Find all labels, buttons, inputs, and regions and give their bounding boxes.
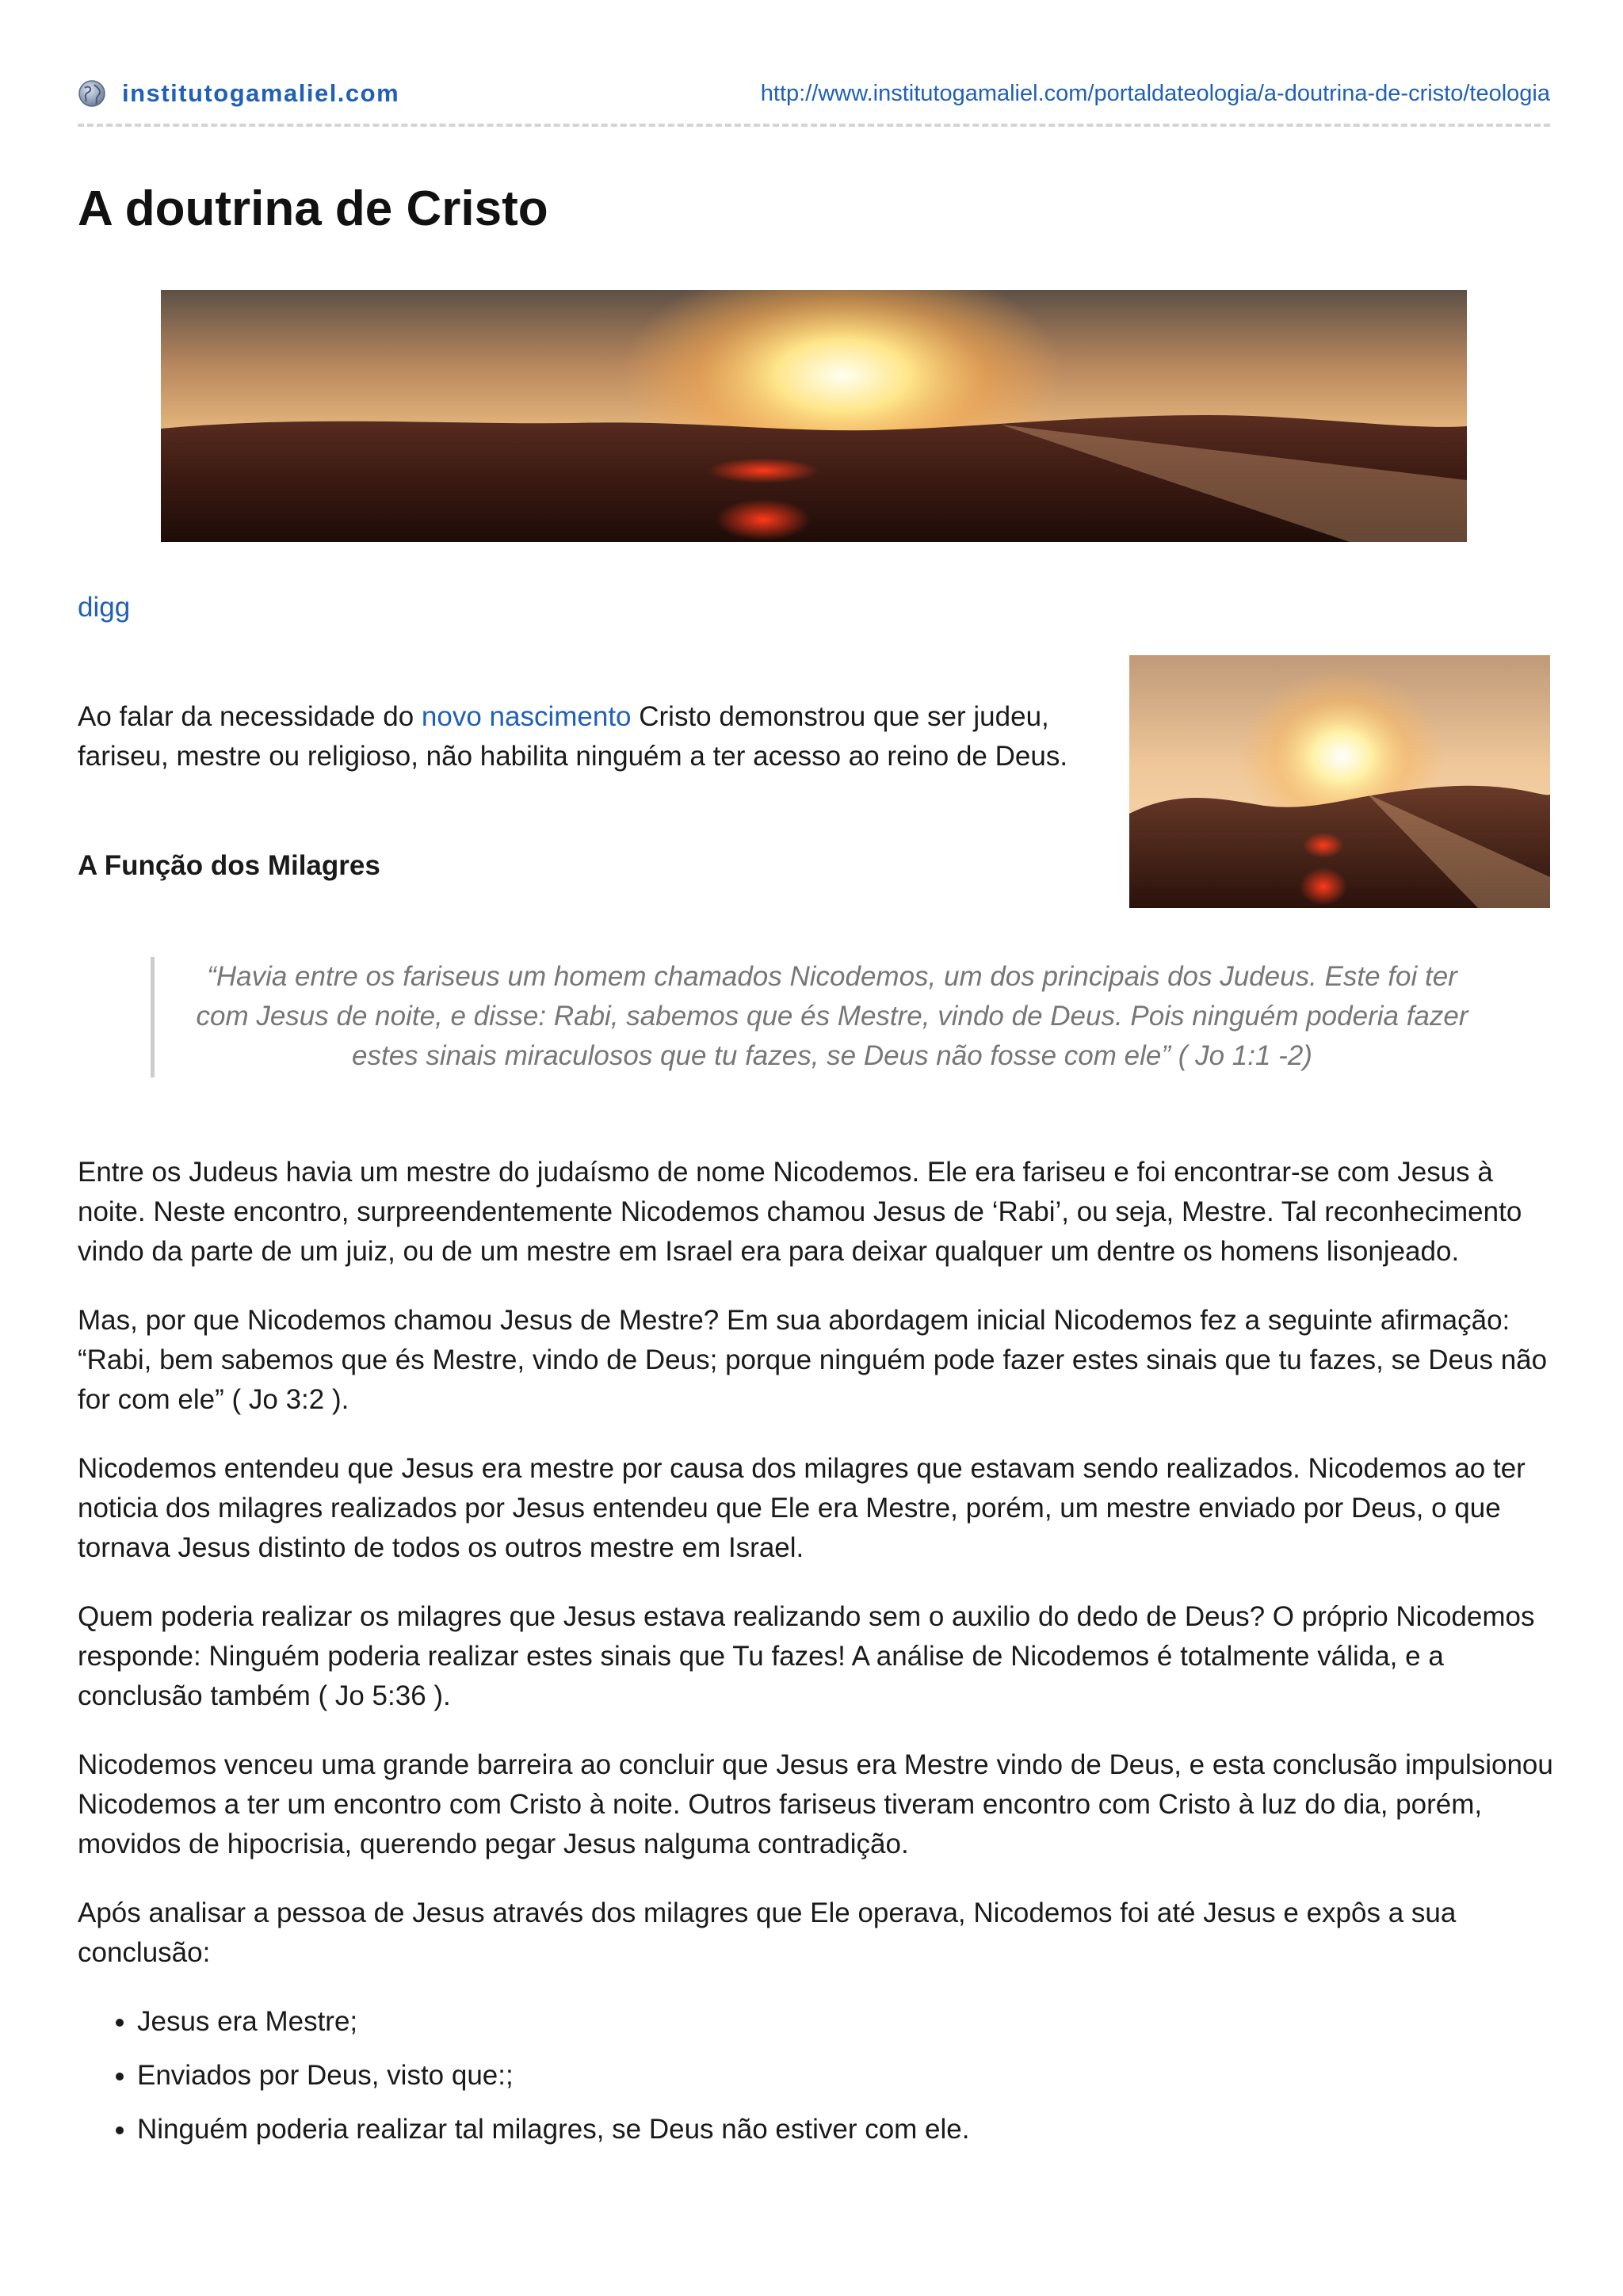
section-heading: A Função dos Milagres xyxy=(78,850,380,881)
paragraph: Entre os Judeus havia um mestre do judaísmo de nome Nicodemos. Ele era fariseu e foi encontrar-se com Jesus à noite. Neste encontro, surpreendentemente Nicodemos chamou Jesus de ‘Rabi’, ou seja, Mestre. Tal reconhecimento vindo da parte de um juiz, ou de um mestre em Israel era para deixar qualquer um dentre os homens lisonjeado. xyxy=(78,1157,1522,1267)
scripture-quote xyxy=(151,957,1486,1077)
list-item: • Enviados por Deus, visto que:; xyxy=(137,2056,1560,2096)
conclusion-list xyxy=(78,2002,1560,2149)
list-item: • Jesus era Mestre; xyxy=(137,2002,1560,2042)
banner-image xyxy=(161,290,1467,542)
paragraph: Quem poderia realizar os milagres que Jesus estava realizando sem o auxilio do dedo de Deus? O próprio Nicodemos responde: Ninguém poderia realizar estes sinais que Tu fazes! A análise de Nicodemos é totalmente válida, e a conclusão também ( Jo 5:36 ). xyxy=(78,1601,1535,1711)
globe-icon xyxy=(78,79,106,108)
article-body xyxy=(78,1153,1560,2164)
page-url-link[interactable]: http://www.institutogamaliel.com/portaldateologia/a-doutrina-de-cristo/teologia xyxy=(760,81,1550,106)
list-item: • Ninguém poderia realizar tal milagres, se Deus não estiver com ele. xyxy=(137,2110,1560,2149)
paragraph: Mas, por que Nicodemos chamou Jesus de Mestre? Em sua abordagem inicial Nicodemos fez a seguinte afirmação: “Rabi, bem sabemos que és Mestre, vindo de Deus; porque ninguém pode fazer estes sinais que tu fazes, se Deus não for com ele” ( Jo 3:2 ). xyxy=(78,1305,1548,1415)
header-divider xyxy=(78,124,1550,127)
digg-link[interactable]: digg xyxy=(78,592,131,623)
intro-text-end: Cristo demonstrou que ser judeu, fariseu, mestre ou religioso, não habilita ninguém a ter acesso ao reino de Deus. xyxy=(78,701,1068,772)
intro-paragraph xyxy=(78,697,1108,776)
page-title: A doutrina de Cristo xyxy=(78,181,548,236)
paragraph: Após analisar a pessoa de Jesus através dos milagres que Ele operava, Nicodemos foi até Jesus e expôs a sua conclusão: xyxy=(78,1897,1457,1968)
intro-text-start: Ao falar da necessidade do xyxy=(78,701,422,732)
quote-text: “Havia entre os fariseus um homem chamados Nicodemos, um dos principais dos Judeus. Este foi ter com Jesus de noite, e disse: Rabi, sabemos que és Mestre, vindo de Deus. Pois ninguém poderia fazer estes sinais miraculosos que tu fazes, se Deus não fosse com ele” ( Jo 1:1 -2) xyxy=(196,961,1468,1071)
sunset-thumbnail xyxy=(1129,655,1550,908)
paragraph: Nicodemos entendeu que Jesus era mestre por causa dos milagres que estavam sendo realizados. Nicodemos ao ter noticia dos milagres realizados por Jesus entendeu que Ele era Mestre, porém, um mestre enviado por Deus, o que tornava Jesus distinto de todos os outros mestre em Israel. xyxy=(78,1453,1526,1563)
site-name-link[interactable]: institutogamaliel.com xyxy=(122,79,400,107)
page-header xyxy=(78,76,1550,113)
paragraph: Nicodemos venceu uma grande barreira ao concluir que Jesus era Mestre vindo de Deus, e esta conclusão impulsionou Nicodemos a ter um encontro com Cristo à noite. Outros fariseus tiveram encontro com Cristo à luz do dia, porém, movidos de hipocrisia, querendo pegar Jesus nalguma contradição. xyxy=(78,1749,1553,1859)
novo-nascimento-link[interactable]: novo nascimento xyxy=(421,701,632,732)
